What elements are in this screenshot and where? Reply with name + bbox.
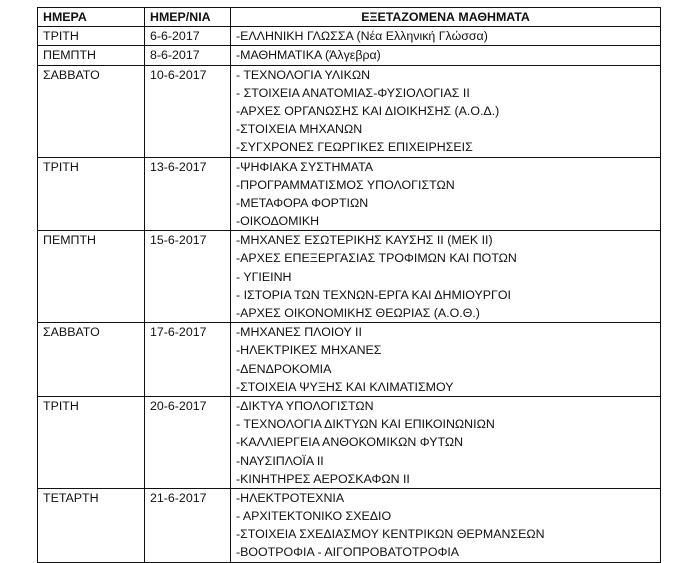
subject-item: -ΑΡΧΕΣ ΟΙΚΟΝΟΜΙΚΗΣ ΘΕΩΡΙΑΣ (Α.Ο.Θ.) bbox=[236, 306, 480, 321]
subject-item: -ΔΙΚΤΥΑ ΥΠΟΛΟΓΙΣΤΩΝ bbox=[236, 398, 374, 413]
subject-item: -ΚΑΛΛΙΕΡΓΕΙΑ ΑΝΘΟΚΟΜΙΚΩΝ ΦΥΤΩΝ bbox=[236, 435, 464, 450]
header-row bbox=[38, 8, 661, 27]
subjects-cell bbox=[231, 323, 661, 397]
subjects-cell bbox=[231, 46, 661, 65]
subject-item: -ΣΥΓΧΡΟΝΕΣ ΓΕΩΡΓΙΚΕΣ ΕΠΙΧΕΙΡΗΣΕΙΣ bbox=[236, 140, 473, 155]
day-cell: ΣΑΒΒΑΤΟ bbox=[38, 323, 145, 397]
day-cell: ΠΕΜΠΤΗ bbox=[38, 231, 145, 323]
table-row bbox=[38, 46, 661, 65]
table-row bbox=[38, 323, 661, 397]
subject-item: - ΙΣΤΟΡΙΑ ΤΩΝ ΤΕΧΝΩΝ-ΕΡΓΑ ΚΑΙ ΔΗΜΙΟΥΡΓΟΙ bbox=[236, 287, 511, 302]
subject-item: - ΣΤΟΙΧΕΙΑ ΑΝΑΤΟΜΙΑΣ-ΦΥΣΙΟΛΟΓΙΑΣ ΙΙ bbox=[236, 85, 470, 100]
subject-item: -ΣΤΟΙΧΕΙΑ ΨΥΞΗΣ ΚΑΙ ΚΛΙΜΑΤΙΣΜΟΥ bbox=[236, 379, 454, 394]
subject-item: -ΟΙΚΟΔΟΜΙΚΗ bbox=[236, 214, 320, 229]
subjects-cell bbox=[231, 396, 661, 488]
subject-item: -ΗΛΕΚΤΡΙΚΕΣ ΜΗΧΑΝΕΣ bbox=[236, 343, 382, 358]
subject-item: -ΗΛΕΚΤΡΟΤΕΧΝΙΑ bbox=[236, 490, 345, 505]
table-row bbox=[38, 27, 661, 46]
subject-item: -ΜΑΘΗΜΑΤΙΚΑ (Άλγεβρα) bbox=[236, 48, 381, 63]
date-cell: 21-6-2017 bbox=[145, 488, 231, 562]
day-cell: ΠΕΜΠΤΗ bbox=[38, 46, 145, 65]
table-row bbox=[38, 488, 661, 562]
table-row bbox=[38, 157, 661, 231]
subject-item: - ΤΕΧΝΟΛΟΓΙΑ ΔΙΚΤΥΩΝ ΚΑΙ ΕΠΙΚΟΙΝΩΝΙΩΝ bbox=[236, 417, 495, 432]
table-row bbox=[38, 65, 661, 157]
header-subjects: ΕΞΕΤΑΖΟΜΕΝΑ ΜΑΘΗΜΑΤΑ bbox=[231, 8, 661, 27]
subjects-cell bbox=[231, 65, 661, 157]
day-cell: ΤΡΙΤΗ bbox=[38, 396, 145, 488]
date-cell: 15-6-2017 bbox=[145, 231, 231, 323]
subjects-cell bbox=[231, 488, 661, 562]
subject-item: - ΥΓΙΕΙΝΗ bbox=[236, 269, 292, 284]
subject-item: -ΣΤΟΙΧΕΙΑ ΣΧΕΔΙΑΣΜΟΥ ΚΕΝΤΡΙΚΩΝ ΘΕΡΜΑΝΣΕΩΝ bbox=[236, 527, 545, 542]
day-cell: ΣΑΒΒΑΤΟ bbox=[38, 65, 145, 157]
subject-item: -ΒΟΟΤΡΟΦΙΑ - ΑΙΓΟΠΡΟΒΑΤΟΤΡΟΦΙΑ bbox=[236, 545, 460, 560]
header-day: ΗΜΕΡΑ bbox=[38, 8, 145, 27]
subject-item: -ΚΙΝΗΤΗΡΕΣ ΑΕΡΟΣΚΑΦΩΝ ΙΙ bbox=[236, 471, 410, 486]
subject-item: -ΝΑΥΣΙΠΛΟΪΑ ΙΙ bbox=[236, 453, 324, 468]
subject-item: -ΑΡΧΕΣ ΕΠΕΞΕΡΓΑΣΙΑΣ ΤΡΟΦΙΜΩΝ ΚΑΙ ΠΟΤΩΝ bbox=[236, 251, 517, 266]
header-date: ΗΜΕΡ/ΝΙΑ bbox=[145, 8, 231, 27]
day-cell: ΤΡΙΤΗ bbox=[38, 157, 145, 231]
subjects-cell bbox=[231, 27, 661, 46]
table-row bbox=[38, 231, 661, 323]
date-cell: 10-6-2017 bbox=[145, 65, 231, 157]
subject-item: -ΠΡΟΓΡΑΜΜΑΤΙΣΜΟΣ ΥΠΟΛΟΓΙΣΤΩΝ bbox=[236, 177, 455, 192]
day-cell: ΤΡΙΤΗ bbox=[38, 27, 145, 46]
date-cell: 8-6-2017 bbox=[145, 46, 231, 65]
date-cell: 13-6-2017 bbox=[145, 157, 231, 231]
subject-item: -ΑΡΧΕΣ ΟΡΓΑΝΩΣΗΣ ΚΑΙ ΔΙΟΙΚΗΣΗΣ (Α.Ο.Δ.) bbox=[236, 103, 500, 118]
subject-item: -ΜΗΧΑΝΕΣ ΕΣΩΤΕΡΙΚΗΣ ΚΑΥΣΗΣ ΙΙ (ΜΕΚ ΙΙ) bbox=[236, 233, 493, 248]
exam-schedule-document bbox=[37, 7, 661, 563]
subject-item: -ΔΕΝΔΡΟΚΟΜΙΑ bbox=[236, 361, 332, 376]
subjects-cell bbox=[231, 157, 661, 231]
subject-item: -ΜΕΤΑΦΟΡΑ ΦΟΡΤΙΩΝ bbox=[236, 195, 369, 210]
subject-item: -ΨΗΦΙΑΚΑ ΣΥΣΤΗΜΑΤΑ bbox=[236, 159, 373, 174]
subject-item: -ΣΤΟΙΧΕΙΑ ΜΗΧΑΝΩΝ bbox=[236, 122, 363, 137]
subject-item: -ΜΗΧΑΝΕΣ ΠΛΟΙΟΥ ΙΙ bbox=[236, 325, 362, 340]
exam-schedule-table bbox=[37, 7, 661, 563]
subjects-cell bbox=[231, 231, 661, 323]
date-cell: 20-6-2017 bbox=[145, 396, 231, 488]
subject-item: - ΤΕΧΝΟΛΟΓΙΑ ΥΛΙΚΩΝ bbox=[236, 67, 371, 82]
subject-item: - ΑΡΧΙΤΕΚΤΟΝΙΚΟ ΣΧΕΔΙΟ bbox=[236, 509, 392, 524]
subject-item: -ΕΛΛΗΝΙΚΗ ΓΛΩΣΣΑ (Νέα Ελληνική Γλώσσα) bbox=[236, 29, 488, 44]
day-cell: ΤΕΤΑΡΤΗ bbox=[38, 488, 145, 562]
table-row bbox=[38, 396, 661, 488]
date-cell: 17-6-2017 bbox=[145, 323, 231, 397]
date-cell: 6-6-2017 bbox=[145, 27, 231, 46]
